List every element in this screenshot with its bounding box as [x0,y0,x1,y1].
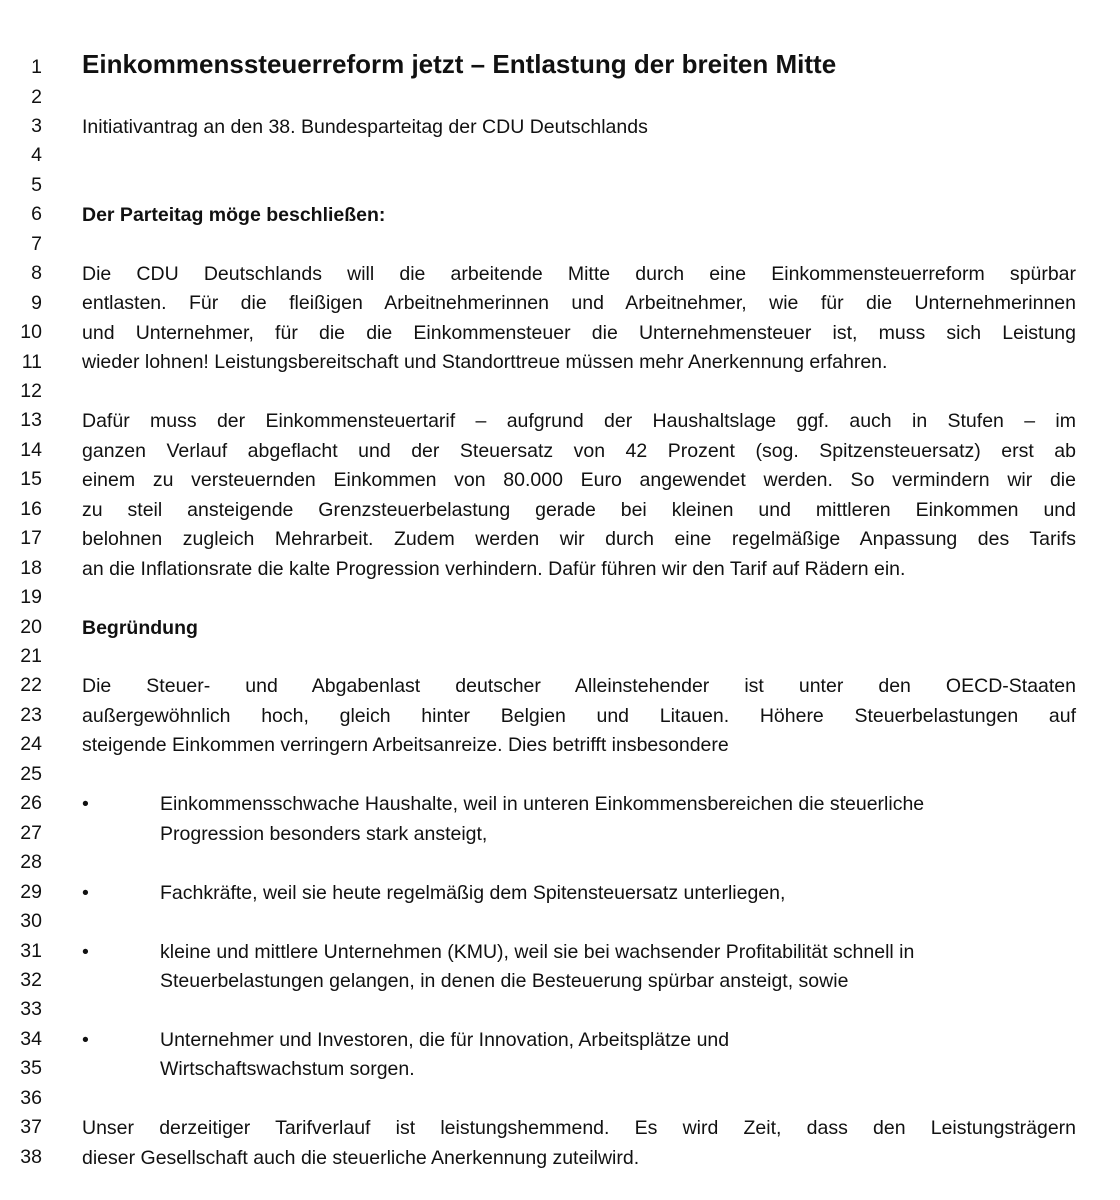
paragraph-line: Unser derzeitiger Tarifverlauf ist leistungshemmend. Es wird Zeit, dass den Leistungsträgern [82,1117,1076,1139]
bullet-marker: • [82,882,89,904]
line-number: 30 [20,910,42,932]
document-subtitle: Initiativantrag an den 38. Bundesparteitag der CDU Deutschlands [82,116,648,138]
line-number: 10 [20,321,42,344]
paragraph-line: und Unternehmer, für die die Einkommensteuer die Unternehmensteuer ist, muss sich Leistung [82,322,1076,344]
paragraph-line: dieser Gesellschaft auch die steuerliche Anerkennung zuteilwird. [82,1147,640,1169]
line-number: 22 [20,674,42,697]
line-number: 7 [31,232,42,255]
line-number: 36 [20,1086,42,1109]
bullet-text: Wirtschaftswachstum sorgen. [160,1058,415,1080]
resolution-heading: Der Parteitag möge beschließen: [82,204,386,226]
bullet-marker: • [82,1029,89,1051]
bullet-text: Einkommensschwache Haushalte, weil in unteren Einkommensbereichen die steuerliche [160,793,925,815]
line-number: 2 [31,85,42,108]
line-number: 8 [31,262,42,285]
line-number: 37 [20,1116,42,1139]
line-number: 34 [20,1027,42,1050]
line-number: 21 [20,645,42,667]
paragraph-line: außergewöhnlich hoch, gleich hinter Belgien und Litauen. Höhere Steuerbelastungen auf [82,705,1076,727]
bullet-text: kleine und mittlere Unternehmen (KMU), weil sie bei wachsender Profitabilität schnell in [160,941,915,963]
paragraph-line: zu steil ansteigende Grenzsteuerbelastung gerade bei kleinen und mittleren Einkommen und [82,499,1076,521]
line-number: 17 [20,527,42,550]
line-number: 9 [31,291,42,314]
line-number: 16 [20,497,42,520]
paragraph-line: steigende Einkommen verringern Arbeitsanreize. Dies betrifft insbesondere [82,734,729,756]
line-number: 23 [20,703,42,726]
line-number: 35 [20,1057,42,1080]
line-number: 12 [20,379,42,402]
line-number: 15 [20,468,42,491]
line-number: 14 [20,438,42,461]
document-title: Einkommenssteuerreform jetzt – Entlastung der breiten Mitte [82,49,837,79]
paragraph-line: Die Steuer- und Abgabenlast deutscher Alleinstehender ist unter den OECD-Staaten [82,675,1076,697]
bullet-marker: • [82,793,89,815]
bullet-text: Steuerbelastungen gelangen, in denen die Besteuerung spürbar ansteigt, sowie [160,970,849,992]
paragraph-line: Die CDU Deutschlands will die arbeitende Mitte durch eine Einkommensteuerreform spürbar [82,263,1076,285]
line-number: 31 [20,939,42,962]
line-number: 11 [21,350,42,373]
line-number: 33 [20,998,42,1021]
line-number: 25 [20,762,42,785]
paragraph-line: ganzen Verlauf abgeflacht und der Steuersatz von 42 Prozent (sog. Spitzensteuersatz) erst ab [82,440,1076,462]
line-number: 27 [20,821,42,844]
line-number: 5 [31,173,42,196]
paragraph-line: belohnen zugleich Mehrarbeit. Zudem werden wir durch eine regelmäßige Anpassung des Tarifs [82,528,1076,550]
paragraph-line: einem zu versteuernden Einkommen von 80.000 Euro angewendet werden. So vermindern wir die [82,469,1076,491]
reason-heading: Begründung [82,617,198,639]
line-number: 18 [20,556,42,579]
paragraph-line: entlasten. Für die fleißigen Arbeitnehmerinnen und Arbeitnehmer, wie für die Unternehmerinnen [82,292,1076,314]
paragraph-line: wieder lohnen! Leistungsbereitschaft und Standorttreue müssen mehr Anerkennung erfahren. [82,351,888,373]
line-number: 28 [20,851,42,874]
line-number: 20 [20,615,42,638]
line-number: 26 [20,792,42,815]
line-number: 38 [20,1145,42,1168]
bullet-text: Unternehmer und Investoren, die für Innovation, Arbeitsplätze und [160,1029,730,1051]
bullet-marker: • [82,941,89,963]
line-number: 1 [31,56,42,78]
line-number: 4 [31,144,42,167]
line-number: 6 [31,203,42,226]
paragraph-line: an die Inflationsrate die kalte Progression verhindern. Dafür führen wir den Tarif auf Rädern ein. [82,558,906,580]
line-number: 29 [20,880,42,903]
bullet-text: Fachkräfte, weil sie heute regelmäßig dem Spitensteuersatz unterliegen, [160,882,786,904]
line-number: 3 [31,114,42,137]
bullet-text: Progression besonders stark ansteigt, [160,823,488,845]
paragraph-line: Dafür muss der Einkommensteuertarif – aufgrund der Haushaltslage ggf. auch in Stufen – im [82,410,1076,432]
line-number: 24 [20,733,42,756]
line-number: 19 [20,586,42,609]
line-number: 13 [20,409,42,432]
line-number: 32 [20,968,42,991]
